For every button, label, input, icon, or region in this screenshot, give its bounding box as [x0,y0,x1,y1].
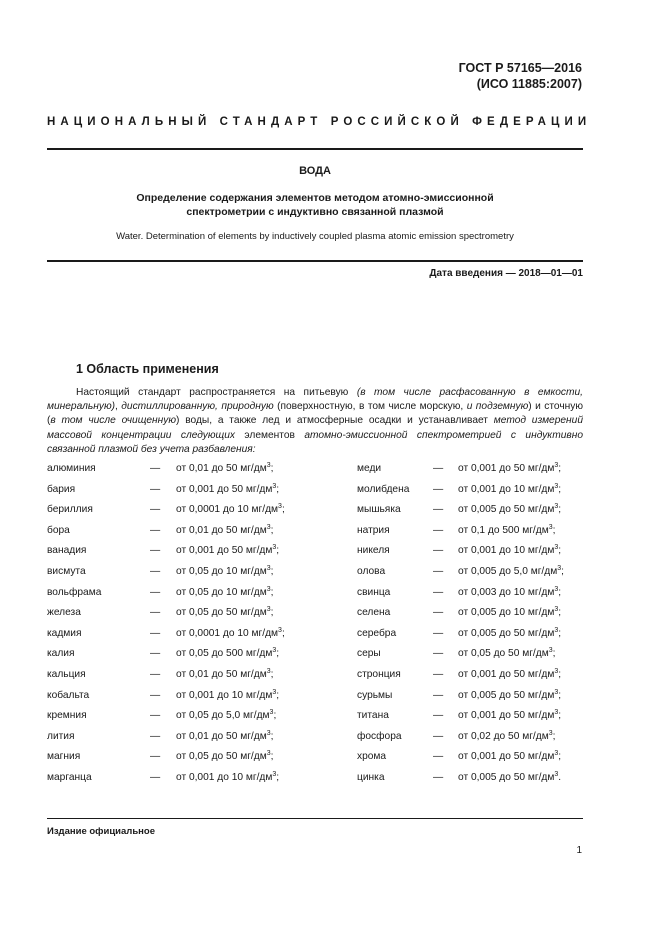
middle-rule [47,260,583,262]
element-name: кобальта [47,689,90,701]
unit-power: 3 [554,688,559,696]
concentration-range [176,587,273,598]
range-text: от 0,005 до 50 [458,689,528,701]
unit-power: 3 [266,564,271,572]
unit-base: мг/дм [240,524,267,536]
range-text: от 0,01 до 50 [176,668,241,680]
range-text: от 0,001 до 10 [458,545,528,557]
unit-power: 3 [266,585,271,593]
element-name: цинка [357,771,385,783]
unit-power: 3 [554,709,559,717]
element-name: хрома [357,751,387,763]
unit-base: мг/дм [240,730,267,742]
dash: — [433,648,444,660]
element-name: серебра [357,627,397,639]
element-name: серы [357,648,381,660]
concentration-range [176,607,273,618]
row-terminator: ; [276,689,280,701]
unit-power: 3 [266,667,271,675]
row-terminator: ; [270,607,274,619]
concentration-range [458,628,561,639]
row-terminator: . [558,771,562,783]
row-terminator: ; [273,710,277,722]
text-run: ) и сточную ( [47,401,583,427]
unit-base: мг/дм [240,586,267,598]
unit-power: 3 [554,667,559,675]
concentration-range [176,690,279,701]
dash: — [150,710,161,722]
concentration-range [458,751,561,762]
italic-run: метод измерений массовой концентрации следующих [47,415,583,441]
unit-power: 3 [554,626,559,634]
range-text: от 0,01 до 50 [176,730,241,742]
page-number: 1 [576,845,582,856]
element-name: олова [357,565,386,577]
row-terminator: ; [281,627,285,639]
concentration-range [176,731,273,742]
unit-power: 3 [554,482,559,490]
unit-base: мг/дм [530,565,558,577]
unit-base: мг/дм [527,483,555,495]
concentration-range [458,710,561,721]
text-run: (поверхностную, в том числе морскую, [273,401,467,413]
unit-power: 3 [548,729,553,737]
subtitle-line: Определение содержания элементов методом атомно-эмиссионной [136,192,494,204]
dash: — [150,545,161,557]
range-text: от 0,05 до 10 [176,586,241,598]
element-name: алюминия [47,463,96,474]
unit-power: 3 [548,647,553,655]
unit-base: мг/дм [240,463,267,474]
element-name: ванадия [47,545,87,557]
unit-power: 3 [278,626,282,634]
row-terminator: ; [558,504,562,516]
concentration-range [458,484,561,495]
footer-rule [47,818,583,819]
row-terminator: ; [558,689,562,701]
dash: — [150,771,161,783]
unit-base: мг/дм [527,545,555,557]
row-terminator: ; [276,545,280,557]
unit-base: мг/дм [251,504,279,516]
dash: — [433,483,444,495]
unit-power: 3 [554,503,559,511]
row-terminator: ; [558,668,562,680]
unit-base: мг/дм [527,586,555,598]
range-text: от 0,005 до 50 [458,504,528,516]
unit-base: мг/дм [245,771,273,783]
range-text: от 0,001 до 10 [458,483,528,495]
range-text: от 0,02 до 50 [458,730,523,742]
top-rule [47,148,583,150]
national-standard-heading: НАЦИОНАЛЬНЫЙ СТАНДАРТ РОССИЙСКОЙ ФЕДЕРАЦИИ [47,116,592,128]
iso-equivalent: (ИСО 11885:2007) [476,77,582,91]
unit-power: 3 [548,523,553,531]
range-text: от 0,005 до 5,0 [458,565,531,577]
unit-base: мг/дм [245,648,273,660]
element-name: фосфора [357,730,402,742]
unit-base: мг/дм [240,751,267,763]
dash: — [150,463,161,474]
row-terminator: ; [558,607,562,619]
concentration-range [458,566,564,577]
concentration-range [458,587,561,598]
element-name: титана [357,710,389,722]
row-terminator: ; [270,524,274,536]
concentration-range [176,525,273,536]
row-terminator: ; [558,710,562,722]
unit-base: мг/дм [527,504,555,516]
concentration-range [458,607,561,618]
dash: — [433,504,444,516]
unit-base: мг/дм [251,627,279,639]
scope-paragraph [47,386,583,457]
concentration-range [176,648,279,659]
dash: — [150,504,161,516]
text-run: ) воды, а также лед и атмосферные осадки и устанавливает [176,415,494,427]
range-text: от 0,05 до 50 [176,751,241,763]
element-name: бария [47,483,76,495]
element-name: мышьяка [357,504,401,516]
dash: — [433,710,444,722]
row-terminator: ; [558,463,562,474]
range-text: от 0,005 до 50 [458,627,528,639]
row-terminator: ; [276,483,280,495]
range-text: от 0,1 до 500 [458,524,523,536]
row-terminator: ; [558,483,562,495]
concentration-range [458,772,561,783]
section-title: 1 Область применения [76,362,219,376]
row-terminator: ; [270,668,274,680]
row-terminator: ; [561,565,564,577]
dash: — [433,524,444,536]
italic-run: атомно-эмиссионной спектрометрией с индуктивно связанной плазмой без учета разбавления: [47,429,583,455]
dash: — [433,668,444,680]
range-text: от 0,001 до 50 [458,751,528,763]
unit-base: мг/дм [527,751,555,763]
concentration-range [458,545,561,556]
unit-power: 3 [554,606,559,614]
range-text: от 0,001 до 50 [458,710,528,722]
element-name: селена [357,607,391,619]
unit-power: 3 [272,482,277,490]
row-terminator: ; [270,565,274,577]
unit-power: 3 [266,750,271,758]
range-text: от 0,01 до 50 [176,524,241,536]
unit-power: 3 [554,750,559,758]
element-name: лития [47,730,75,742]
element-name: свинца [357,586,391,598]
edition-label: Издание официальное [47,826,155,837]
unit-base: мг/дм [527,689,555,701]
unit-base: мг/дм [245,689,273,701]
unit-base: мг/дм [522,524,549,536]
unit-power: 3 [557,564,562,572]
dash: — [150,668,161,680]
dash: — [433,627,444,639]
row-terminator: ; [552,648,556,660]
row-terminator: ; [558,586,562,598]
range-text: от 0,001 до 50 [458,463,528,474]
unit-base: мг/дм [527,771,555,783]
row-terminator: ; [558,627,562,639]
range-text: от 0,05 до 10 [176,565,241,577]
element-name: бора [47,524,70,536]
unit-power: 3 [278,503,282,511]
dash: — [433,689,444,701]
range-text: от 0,001 до 50 [176,545,246,557]
concentration-range [458,504,561,515]
unit-power: 3 [272,688,277,696]
english-title: Water. Determination of elements by inductively coupled plasma atomic emission spectrometry [116,231,514,242]
element-name: молибдена [357,483,410,495]
element-name: вольфрама [47,586,102,598]
dash: — [433,730,444,742]
range-text: от 0,001 до 50 [458,668,528,680]
element-name: кальция [47,668,86,680]
dash: — [150,689,161,701]
element-name: железа [47,607,81,619]
unit-base: мг/дм [527,668,555,680]
range-text: от 0,05 до 50 [176,607,241,619]
unit-power: 3 [554,770,559,778]
unit-power: 3 [272,770,277,778]
dash: — [433,565,444,577]
unit-power: 3 [272,544,277,552]
text-run: элементов [234,429,305,441]
dash: — [150,607,161,619]
document-title: ВОДА [299,165,331,177]
unit-base: мг/дм [522,730,549,742]
concentration-range [176,484,279,495]
range-text: от 0,001 до 10 [176,771,246,783]
range-text: от 0,0001 до 10 [176,504,252,516]
dash: — [433,607,444,619]
concentration-range [458,669,561,680]
unit-base: мг/дм [522,648,549,660]
italic-run: в том числе очищенную [50,415,177,427]
unit-power: 3 [554,544,559,552]
element-name: натрия [357,524,390,536]
concentration-range [176,545,279,556]
concentration-range [458,648,555,659]
element-name: стронция [357,668,401,680]
range-text: от 0,05 до 50 [458,648,523,660]
unit-power: 3 [266,462,271,469]
element-name: сурьмы [357,689,393,701]
dash: — [150,565,161,577]
unit-power: 3 [272,647,277,655]
unit-power: 3 [266,523,271,531]
element-name: калия [47,648,75,660]
unit-base: мг/дм [527,627,555,639]
range-text: от 0,003 до 10 [458,586,528,598]
range-text: от 0,05 до 500 [176,648,246,660]
concentration-range [176,566,273,577]
row-terminator: ; [558,751,562,763]
dash: — [150,586,161,598]
unit-base: мг/дм [245,545,273,557]
range-text: от 0,05 до 5,0 [176,710,244,722]
concentration-range [176,669,273,680]
element-name: марганца [47,771,92,783]
range-text: от 0,005 до 50 [458,771,528,783]
text-run: Настоящий стандарт распространяется на питьевую [76,387,357,398]
dash: — [433,751,444,763]
range-text: от 0,001 до 50 [176,483,246,495]
concentration-range [176,628,285,639]
unit-base: мг/дм [527,607,555,619]
row-terminator: ; [270,586,274,598]
subtitle-line: спектрометрии с индуктивно связанной плазмой [186,206,444,218]
range-text: от 0,001 до 10 [176,689,246,701]
unit-base: мг/дм [240,565,267,577]
dash: — [150,648,161,660]
concentration-range [458,525,555,536]
dash: — [150,627,161,639]
row-terminator: ; [270,463,274,474]
element-name: меди [357,463,382,474]
range-text: от 0,0001 до 10 [176,627,252,639]
dash: — [433,545,444,557]
text-run: , [115,401,122,413]
concentration-range [458,690,561,701]
element-name: бериллия [47,504,93,516]
concentration-range [458,731,555,742]
row-terminator: ; [558,545,562,557]
dash: — [150,751,161,763]
row-terminator: ; [276,771,280,783]
unit-power: 3 [266,729,271,737]
row-terminator: ; [276,648,280,660]
element-name: кадмия [47,627,82,639]
element-ranges-list [47,463,587,803]
italic-run: и подземную [466,401,529,413]
document-subtitle [110,191,520,219]
unit-power: 3 [269,709,274,717]
row-terminator: ; [281,504,285,516]
standard-designation [459,60,582,92]
concentration-range [176,710,276,721]
introduction-date: Дата введения — 2018—01—01 [429,268,583,279]
unit-base: мг/дм [245,483,273,495]
unit-base: мг/дм [240,668,267,680]
dash: — [433,771,444,783]
italic-run: (в том числе расфасованную в емкости, минеральную) [47,387,583,413]
dash: — [433,586,444,598]
row-terminator: ; [270,751,274,763]
italic-run: дистиллированную, природную [121,401,274,413]
range-text: от 0,005 до 10 [458,607,528,619]
unit-base: мг/дм [527,463,555,474]
unit-power: 3 [266,606,271,614]
row-terminator: ; [270,730,274,742]
unit-power: 3 [554,585,559,593]
unit-power: 3 [554,462,559,469]
concentration-range [176,504,285,515]
row-terminator: ; [552,730,556,742]
range-text: от 0,01 до 50 [176,463,241,474]
row-terminator: ; [552,524,556,536]
element-name: никеля [357,545,390,557]
dash: — [150,483,161,495]
element-name: магния [47,751,81,763]
dash: — [433,463,444,474]
dash: — [150,524,161,536]
element-name: висмута [47,565,86,577]
concentration-range [176,751,273,762]
dash: — [150,730,161,742]
concentration-range [458,463,561,474]
unit-base: мг/дм [527,710,555,722]
concentration-range [176,463,273,474]
standard-number: ГОСТ Р 57165—2016 [458,61,582,75]
unit-base: мг/дм [243,710,270,722]
unit-base: мг/дм [240,607,267,619]
concentration-range [176,772,279,783]
element-name: кремния [47,710,87,722]
